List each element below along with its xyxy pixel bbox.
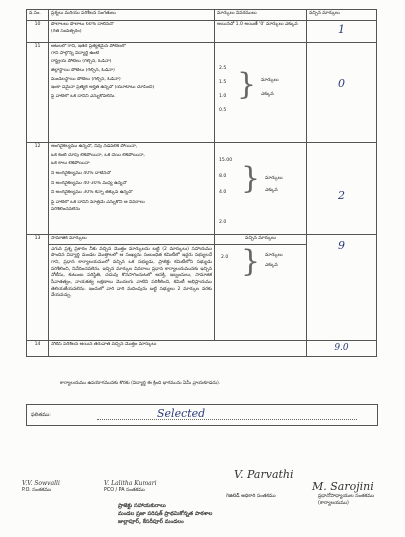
row-marks	[215, 235, 307, 341]
signature-right-titles	[226, 494, 276, 501]
marks-value: 0.5	[219, 108, 227, 113]
signature-right-title-2: ప్రధానోపాధ్యాయుల సంతకము	[318, 494, 375, 499]
signature-left-title: P.O. సంతకము	[22, 488, 52, 494]
brace-icon: }	[237, 67, 257, 102]
row-paragraph: ఎగువ ప్రశ్న ప్రకారం నీకు వచ్చిన మొత్తం మార్కులను బట్టి (2 మార్కులు) సహాయము పొందిన విద్యార్థి మండల మొత్తాలలో ఆ సంఖ్యను సంబంధిత కమిటీలో ఇద్దరు సభ్యులచే గాని, ప్రధాన కార్యాలయములో వచ్చిన ఒక సభ్యుడు, ప్రాజెక్టు కమిటీలోని సభ్యుడు పరిశీలించి, నివేదించవలెను. ఇచ్చిన మార్కుల వివరాలు ప్రధాన కార్యాలయమునకు ఇచ్చిన నోటీసు, కుటుంబ పరిస్థితి, చదువు కొనసాగించుటలో ఆసక్తి, ఇబ్బందులు, సామాజిక సేవాతత్వం, నాయకత్వ లక్షణాలు మొదలగు వాటిని పరిశీలించి, కమిటీ అభిప్రాయము తెలియజేయవలెను. ఇందులో వారి వారి మదింపును బట్టి సభ్యులు 2 మార్కుల వరకు వేయవచ్చు.	[51, 246, 212, 299]
table-row	[27, 21, 377, 43]
evaluation-table	[26, 9, 377, 357]
row-text: ఇంకా ఏమైనా ప్రత్యేక అర్హత ఉన్నచో (యూటాబు చూపించి)	[51, 85, 155, 91]
awarded-value: 0	[338, 77, 345, 90]
marks-label: ఎక్కువ	[265, 262, 278, 268]
signature-right-title-1: గెజిటెడ్ అధికారి సంతకము	[226, 494, 276, 499]
stamp-line: మండల ప్రజా పరిషత్ ప్రాథమికోన్నత పాఠశాల	[118, 510, 213, 517]
marks-value: 15.00	[219, 158, 233, 163]
row-item	[49, 143, 215, 235]
brace-icon: }	[241, 161, 261, 196]
row-text: ఒక కంటి చూపు లేకపోయినా, ఒక చేయి లేకపోయినా,	[51, 152, 145, 158]
marks-value: 1.5	[219, 80, 227, 85]
row-text: నోటిస్ పరిశీలన ఆయిన తరువాత వచ్చిన మొత్తం మార్కులు	[51, 342, 157, 347]
marks-value: 8.0	[219, 174, 227, 179]
table-row	[27, 43, 377, 143]
marks-label: మార్కులు	[265, 252, 283, 258]
row-text: నీ అంగవైకల్యము 30% కన్నా తక్కువ ఉన్నచో	[51, 190, 133, 196]
marks-title: వచ్చిన మార్కులు	[215, 235, 306, 245]
row-awarded	[307, 341, 377, 357]
header-awarded: వచ్చిన మార్కులు	[307, 10, 377, 21]
row-text: నీ అంగవైకల్యము 40-30% మధ్య ఉన్నచో	[51, 180, 127, 186]
marks-list	[217, 144, 304, 230]
table-row	[27, 235, 377, 341]
table-row	[27, 143, 377, 235]
marks-text: అయినచో 1.0 అయితే '0' మార్కులు ఎక్కువ	[217, 22, 298, 27]
row-text: పై వాటిలో ఒక దానిని మాత్రమే ఎన్నుకొని ఆ వివరాలు	[51, 199, 145, 205]
signature-right-title-3: (కార్యాలయము)	[318, 500, 349, 506]
row-sn: 12	[27, 143, 49, 235]
office-use-note: కార్యాలయము ఉపయోగమునకు కొరకు (విద్యార్థి ఈ క్రింది భాగమును ఏమీ వ్రాయకూడదు).	[60, 381, 221, 386]
table-row	[27, 341, 377, 357]
result-line	[97, 419, 357, 420]
row-item	[49, 21, 215, 43]
header-marks: మార్కులు వివరములు	[215, 10, 307, 21]
official-stamp	[118, 503, 212, 526]
row-text: నీ అంగవైకల్యము 40% దాటినచో	[51, 170, 111, 176]
row-text: రాష్ట్రీయ పోటీలు (గెల్చిన, ఓడినా)	[51, 59, 112, 65]
table-header-row	[27, 10, 377, 21]
result-value: Selected	[157, 407, 206, 420]
marks-value: 2.0	[221, 254, 229, 260]
marks-value: 2.0	[219, 220, 227, 225]
marks-label: మార్కులు	[261, 78, 279, 83]
awarded-value: 1	[338, 23, 345, 36]
row-text: పై వాటిలో ఒక దానిని ఎన్నుకోవలెను.	[51, 93, 116, 99]
row-text: మండలస్థాయి పోటీలు (గెల్చిన, ఓడినా)	[51, 76, 121, 82]
brace-icon: }	[241, 243, 261, 279]
row-awarded	[307, 43, 377, 143]
row-awarded	[307, 21, 377, 43]
row-awarded	[307, 143, 377, 235]
marks-label: మార్కులు	[265, 176, 283, 181]
row-text: పొలాలలు పొలాలు 60% దాటినచో	[51, 22, 114, 27]
row-sn: 13	[27, 235, 49, 341]
stamp-line: ప్రాజెక్టు సహాయకురాలు	[118, 503, 166, 509]
row-sn: 14	[27, 341, 49, 357]
row-title: సామాజిక మార్కులు	[49, 236, 214, 245]
row-item	[49, 235, 215, 341]
row-text: ఆటలలో గాని, ఇతర ప్రత్యేకమైన పోటీలలో	[51, 44, 126, 49]
marks-value: 1.0	[219, 94, 227, 99]
marks-label: ఎక్కువ	[261, 92, 274, 97]
row-marks	[215, 143, 307, 235]
signature-right-1: V. Parvathi	[234, 468, 294, 481]
row-text: జిల్లాస్థాయి పోటీలు (గెల్చిన, ఓడినా)	[51, 67, 115, 73]
marks-list	[215, 245, 306, 325]
row-sn: 11	[27, 43, 49, 143]
signature-left	[22, 480, 60, 495]
marks-value: 4.0	[219, 190, 227, 195]
row-text: ఒక కాలు లేకపోయినా	[51, 161, 90, 167]
awarded-value: 9.0	[334, 343, 349, 353]
row-item	[49, 43, 215, 143]
stamp-line: జుల్లాపూర్, కేసరీపూర్ మండలం	[118, 518, 184, 525]
signature-right-2: M. Sarojini	[312, 480, 374, 493]
signature-mid-name: V. Lalitha Kumari	[104, 480, 157, 487]
row-awarded	[307, 235, 377, 341]
result-label: ఫలితము:	[31, 412, 51, 418]
marks-list	[217, 44, 304, 136]
row-marks	[215, 21, 307, 43]
awarded-value: 2	[338, 189, 345, 202]
row-text: గాని పాల్గొన్న విద్యార్థి ఉంటే	[51, 50, 100, 56]
row-marks	[215, 43, 307, 143]
result-box	[26, 404, 378, 426]
signature-left-name: V.V. Sowvalli	[22, 480, 60, 487]
row-text: పరిశీలించవలెను	[51, 206, 81, 212]
awarded-value: 9	[338, 239, 345, 252]
header-item: ప్రశ్నలు మరియు పరిశీలన సంగతులు	[49, 10, 215, 21]
row-sn: 10	[27, 21, 49, 43]
row-text: (గత సంవత్సరం)	[51, 28, 82, 34]
signature-mid-title: PCO / PA సంతకము	[104, 488, 145, 494]
signature-right-titles-2	[318, 494, 374, 507]
row-text: అంగవైకల్యము ఉన్నచో, నీవు నడవలేక పోయినా,	[51, 144, 138, 149]
marks-label: ఎక్కువ	[265, 188, 278, 193]
header-sn: వ.సం.	[27, 10, 49, 21]
marks-value: 2.5	[219, 66, 227, 71]
row-item	[49, 341, 307, 357]
signature-mid	[104, 480, 157, 495]
